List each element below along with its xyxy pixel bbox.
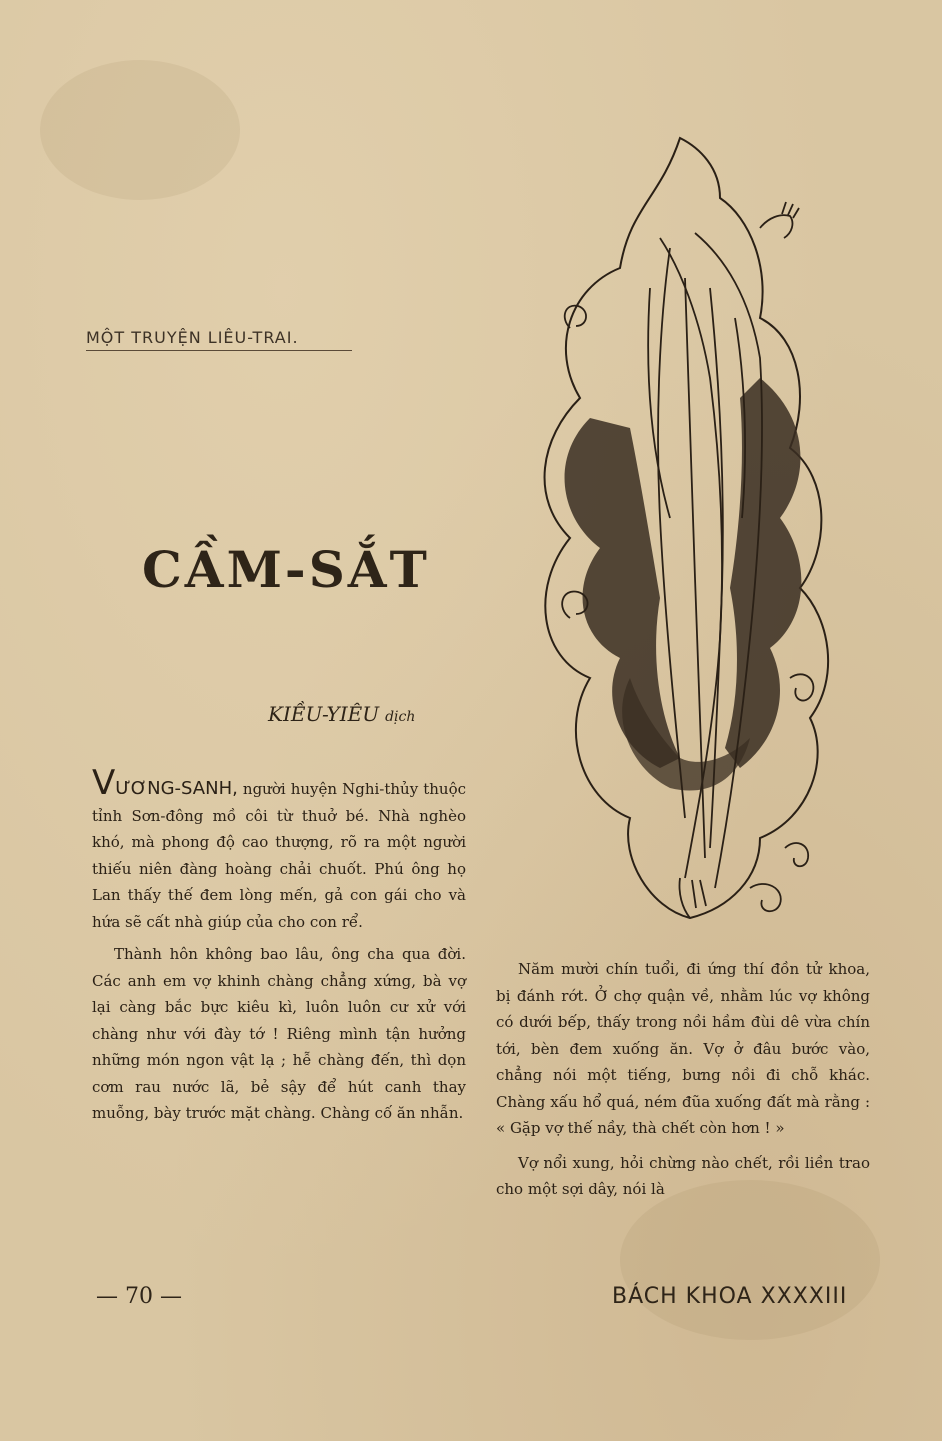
paragraph-2: Thành hôn không bao lâu, ông cha qua đời. Các anh em vợ khinh chàng chẳng xứng, bà vợ lại càng bắc bực kiêu kì, luôn luôn cư xử với chàng như với đày tớ ! Riêng mình tận hưởng những món ngon vật lạ ; hễ chàng đến, thì dọn cơm rau nước lã, bẻ sậy để hút canh thay muỗng, bày trước mặt chàng. Chàng cố ăn nhẫn. [92, 945, 466, 1122]
right-column [496, 956, 870, 1203]
paper-stain [40, 60, 240, 200]
translator-suffix: dịch [385, 709, 416, 725]
paragraph-4: Vợ nổi xung, hỏi chừng nào chết, rồi liền trao cho một sợi dây, nói là [496, 1153, 870, 1198]
magazine-issue: BÁCH KHOA XXXXIII [612, 1284, 848, 1309]
left-column [92, 763, 466, 1127]
page-number: — 70 — [96, 1284, 182, 1309]
paragraph-1 [92, 763, 466, 935]
drop-cap: V [92, 763, 116, 803]
lead-caps: ƯƠNG-SANH, [115, 778, 238, 799]
translator-name: KIỀU-YIÊU [268, 702, 380, 726]
paragraph-1-text: người huyện Nghi-thủy thuộc tỉnh Sơn-đông mồ côi từ thuở bé. Nhà nghèo khó, mà phong độ cao thượng, rõ ra một người thiếu niên đàng hoàng chải chuốt. Phú ông họ Lan thấy thế đem lòng mến, gả con gái cho và hứa sẽ cất nhà giúp của cho con rể. [92, 780, 466, 931]
flaming-ghost-figure-illustration [510, 118, 850, 948]
paragraph-3: Năm mười chín tuổi, đi ứng thí đồn tử khoa, bị đánh rớt. Ở chợ quận về, nhằm lúc vợ không có dưới bếp, thấy trong nồi hầm đùi dê vừa chín tới, bèn đem xuống ăn. Vợ ở đâu bước vào, chẳng nói một tiếng, bưng nồi đi chỗ khác. Chàng xấu hổ quá, ném đũa xuống đất mà rằng : « Gặp vợ thế nầy, thà chết còn hơn ! » [496, 960, 870, 1137]
article-title: CẦM-SẮT [142, 540, 430, 599]
paper-stain [620, 1180, 880, 1340]
series-kicker: MỘT TRUYỆN LIÊU-TRAI. [86, 328, 352, 351]
translator-credit [268, 702, 415, 726]
